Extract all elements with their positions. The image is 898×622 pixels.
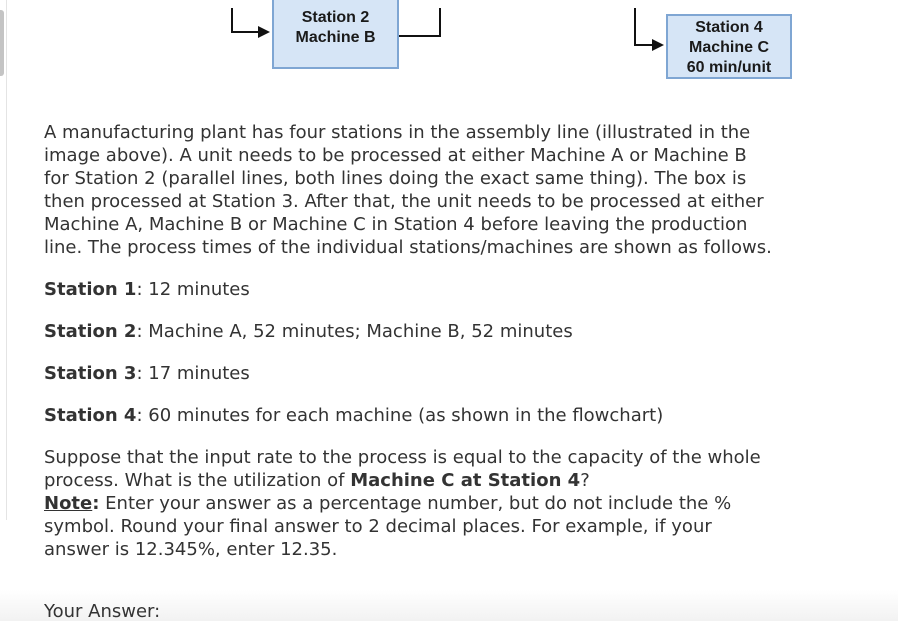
station4-title: Station 4 [695, 19, 763, 36]
station-label: Station 3 [44, 363, 137, 384]
prompt-end: ? [580, 470, 590, 491]
station4-machine: Machine C [688, 39, 769, 56]
note-label: Note [44, 493, 93, 514]
station-time: : 60 minutes for each machine (as shown in the flowchart) [136, 405, 664, 426]
station-row-3 [44, 362, 774, 385]
station-row-1 [44, 278, 774, 301]
flowchart [0, 0, 898, 100]
station2-title: Station 2 [301, 9, 370, 26]
arrowhead-station2 [258, 26, 270, 38]
station-label: Station 1 [44, 279, 137, 300]
arrowhead-station4 [652, 39, 664, 51]
station-label: Station 4 [44, 405, 137, 426]
question-intro: A manufacturing plant has four stations in the assembly line (illustrated in the image above). A unit needs to be processed at either Machine A or Machine B for Station 2 (parallel lines, both lines doing the exact same thing). The box is then processed at Station 3. After that, the unit needs to be processed at either Machine A, Machine B or Machine C in Station 4 before leaving the production line. The process times of the individual stations/machines are shown as follows. [44, 122, 772, 258]
station2-box [272, 0, 399, 69]
station-time: : 17 minutes [136, 363, 250, 384]
station4-rate: 60 min/unit [686, 59, 772, 76]
line-out-of-station2 [399, 8, 440, 36]
answer-label: Your Answer: [44, 601, 161, 622]
arrow-into-station2 [232, 8, 258, 32]
question-body [44, 121, 774, 561]
answer-note [44, 492, 774, 561]
station-row-2 [44, 320, 774, 343]
prompt-emphasis: Machine C at Station 4 [350, 470, 581, 491]
note-text: Enter your answer as a percentage number, but do not include the % symbol. Round your final answer to 2 decimal places. For example, if your answer is 12.345%, enter 12.35. [44, 493, 732, 560]
station4-box [666, 14, 792, 79]
station-time: : 12 minutes [136, 279, 250, 300]
station-time: : Machine A, 52 minutes; Machine B, 52 minutes [136, 321, 573, 342]
arrow-into-station4 [635, 8, 652, 45]
station-row-4 [44, 404, 774, 427]
station-label: Station 2 [44, 321, 137, 342]
prompt-text: Suppose that the input rate to the process is equal to the capacity of the whole process. What is the utilization of [44, 447, 761, 491]
question-prompt [44, 446, 774, 492]
note-colon: : [92, 493, 100, 514]
station2-machine: Machine B [295, 29, 376, 46]
